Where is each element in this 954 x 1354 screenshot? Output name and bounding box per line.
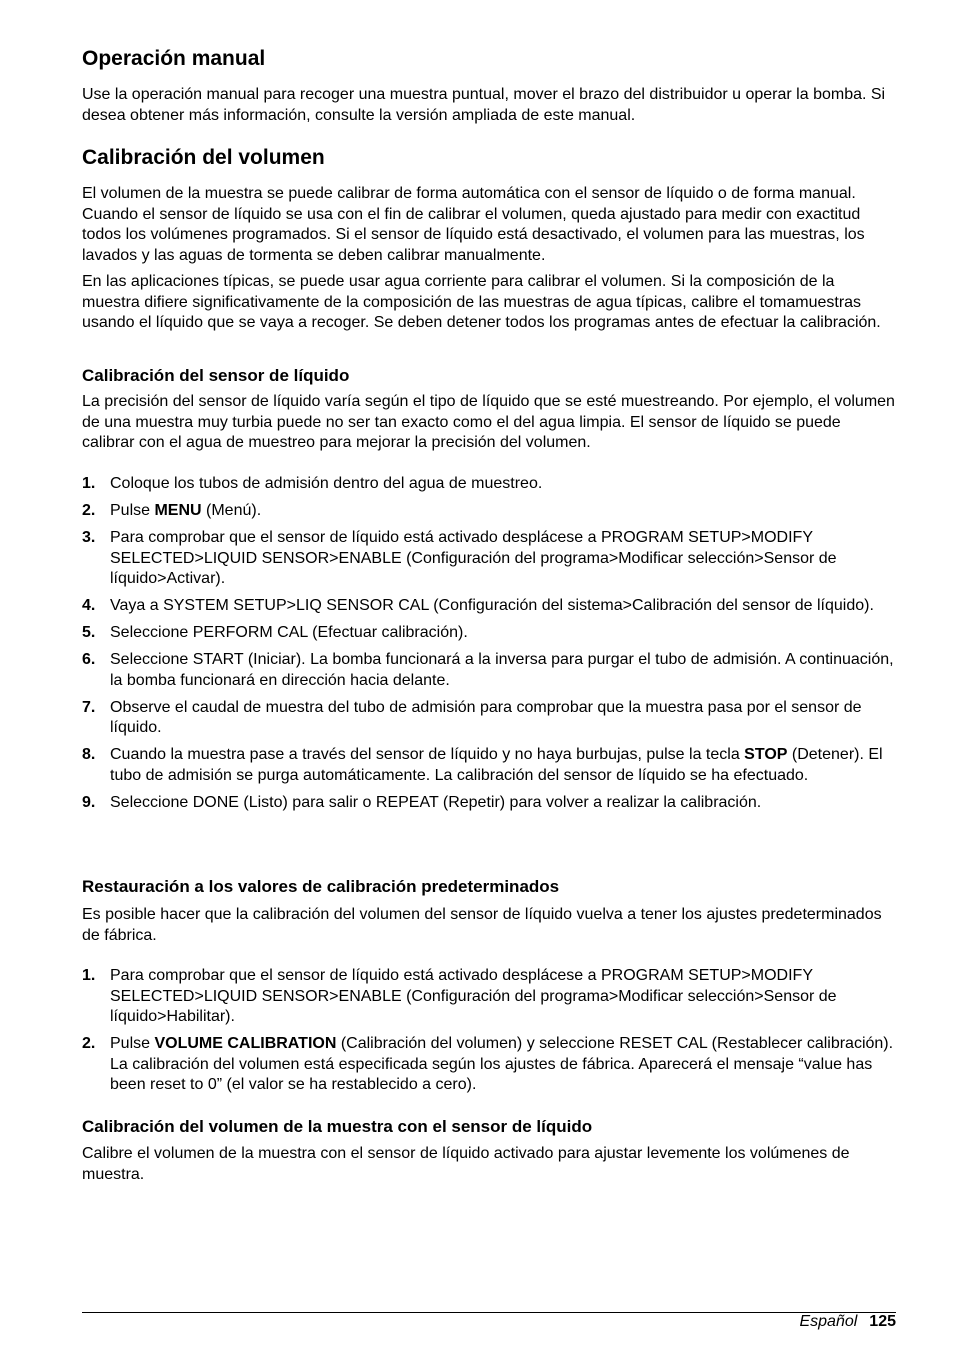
heading-manual-operation: Operación manual (82, 47, 266, 70)
heading-sample-volume-calibration: Calibración del volumen de la muestra con el sensor de líquido (82, 1117, 593, 1136)
heading-sensor-calibration: Calibración del sensor de líquido (82, 366, 350, 385)
list-item: 1. Para comprobar que el sensor de líquido está activado desplácese a PROGRAM SETUP>MODIFY SELECTED>LIQUID SENSOR>ENABLE (Configuración del programa>Modificar selección>Sensor de líquido>Habilitar). (82, 967, 837, 1025)
list-item: 2. Pulse VOLUME CALIBRATION (Calibración del volumen) y seleccione RESET CAL (Restablecer calibración). La calibración del volumen está especificada según los ajustes de fábrica. Aparecerá el mensaje “value has been reset to 0” (el valor se ha restablecido a cero). (82, 1035, 894, 1093)
heading-volume-calibration: Calibración del volumen (82, 146, 325, 169)
paragraph-sensor-calibration: La precisión del sensor de líquido varía según el tipo de líquido que se esté muestreando. Por ejemplo, el volumen de una muestra muy turbia puede no ser tan exacto como el del agua limpia. El sensor de líquido se puede calibrar con el agua de muestreo para mejorar la precisión del volumen. (82, 393, 895, 451)
list-item: 6. Seleccione START (Iniciar). La bomba funcionará a la inversa para purgar el tubo de admisión. A continuación, la bomba funcionará en dirección hacia delante. (82, 651, 894, 689)
list-item: 8. Cuando la muestra pase a través del sensor de líquido y no haya burbujas, pulse la tecla STOP (Detener). El tubo de admisión se purga automáticamente. La calibración del sensor de líquido se ha efectuado. (82, 746, 883, 784)
footer-divider (82, 1312, 896, 1313)
list-item: 4. Vaya a SYSTEM SETUP>LIQ SENSOR CAL (Configuración del sistema>Calibración del sensor de líquido). (82, 597, 874, 614)
list-item: 1. Coloque los tubos de admisión dentro del agua de muestreo. (82, 475, 543, 492)
paragraph-manual-operation: Use la operación manual para recoger una muestra puntual, mover el brazo del distribuidor u operar la bomba. Si desea obtener más información, consulte la versión ampliada de este manual. (82, 86, 886, 124)
paragraph-sample-volume-calibration: Calibre el volumen de la muestra con el sensor de líquido activado para ajustar levemente los volúmenes de muestra. (82, 1145, 850, 1183)
page-number: 125 (869, 1313, 896, 1330)
heading-restore-defaults: Restauración a los valores de calibración predeterminados (82, 877, 560, 896)
list-item: 5. Seleccione PERFORM CAL (Efectuar calibración). (82, 624, 468, 641)
list-item: 9. Seleccione DONE (Listo) para salir o REPEAT (Repetir) para volver a realizar la calibración. (82, 793, 762, 811)
footer-language: Español (799, 1313, 858, 1330)
list-item: 3. Para comprobar que el sensor de líquido está activado desplácese a PROGRAM SETUP>MODIFY SELECTED>LIQUID SENSOR>ENABLE (Configuración del programa>Modificar selección>Sensor de líquido>Activar). (82, 529, 837, 587)
sensor-calibration-steps (82, 474, 896, 820)
restore-defaults-steps (82, 966, 896, 1102)
list-item: 7. Observe el caudal de muestra del tubo de admisión para comprobar que la muestra pasa por el sensor de líquido. (82, 698, 862, 736)
page-footer (799, 1312, 896, 1332)
list-item: 2. Pulse MENU (Menú). (82, 502, 262, 519)
paragraph-restore-defaults: Es posible hacer que la calibración del volumen del sensor de líquido vuelva a tener los ajustes predeterminados de fábrica. (82, 906, 882, 944)
paragraph-volume-calibration-2: En las aplicaciones típicas, se puede usar agua corriente para calibrar el volumen. Si la composición de la muestra difiere significativamente de la composición de las muestras de agua típicas, calibre el tomamuestras usando el líquido que se vaya a recoger. Se deben detener todos los programas antes de efectuar la calibración. (82, 273, 881, 331)
paragraph-volume-calibration-1: El volumen de la muestra se puede calibrar de forma automática con el sensor de líquido o de forma manual. Cuando el sensor de líquido se usa con el fin de calibrar el volumen, queda ajustado para medir con exactitud todos los volúmenes programados. Si el sensor de líquido está desactivado, el volumen para las muestras, los lavados y las aguas de tormenta se deben calibrar manualmente. (82, 185, 865, 264)
